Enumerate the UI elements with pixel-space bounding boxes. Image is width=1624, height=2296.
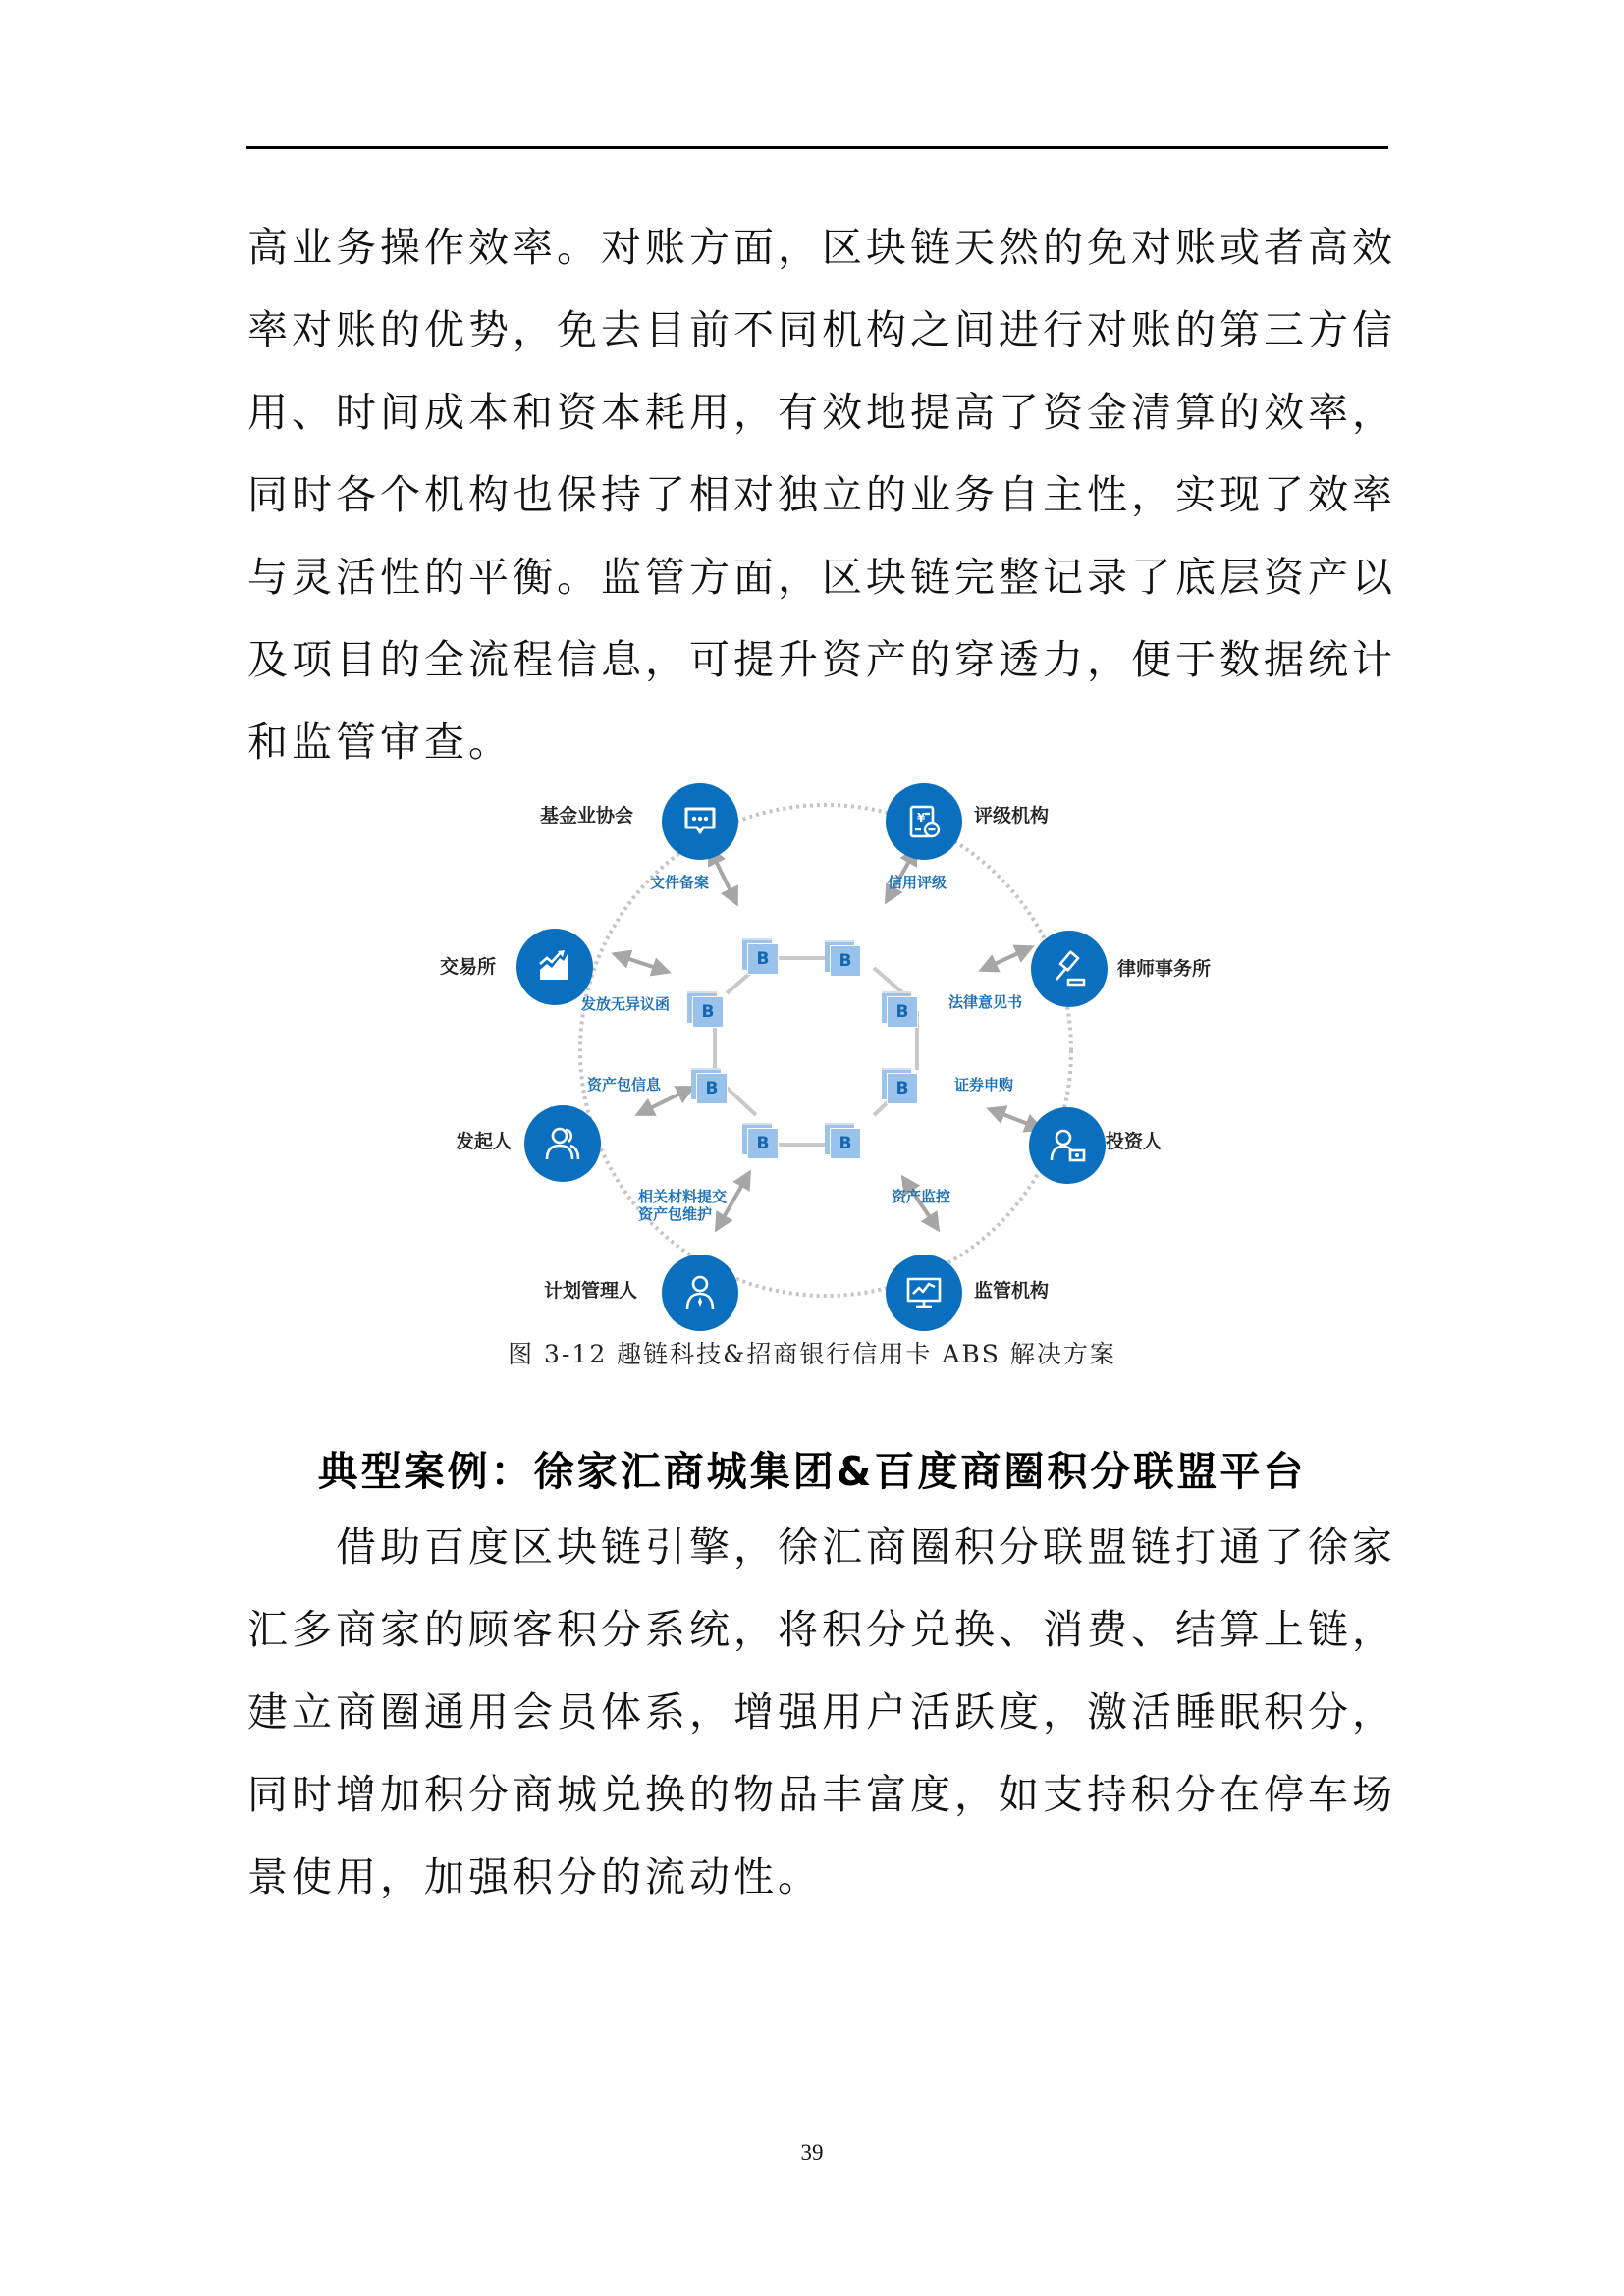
manager-person-icon bbox=[680, 1272, 720, 1313]
node-label: 监管机构 bbox=[974, 1280, 1050, 1302]
text-line: 建立商圈通用会员体系，增强用户活跃度，激活睡眠积分， bbox=[247, 1688, 1396, 1735]
node-investor bbox=[1029, 1107, 1106, 1184]
node-rating-agency bbox=[886, 783, 962, 860]
edge-label-line: 资产包维护 bbox=[638, 1205, 713, 1223]
diagram-connectors bbox=[412, 775, 1237, 1325]
page-number: 39 bbox=[800, 2140, 824, 2164]
edge-label-materials-submission bbox=[638, 1188, 727, 1223]
text-line: 与灵活性的平衡。监管方面，区块链完整记录了底层资产以 bbox=[247, 554, 1396, 601]
node-label: 律师事务所 bbox=[1117, 958, 1212, 980]
node-law-firm bbox=[1031, 931, 1108, 1007]
text-line: 同时各个机构也保持了相对独立的业务自主性，实现了效率 bbox=[247, 471, 1396, 518]
rating-document-icon bbox=[904, 802, 944, 841]
blockchain-block: B bbox=[825, 940, 858, 974]
figure-caption: 图 3-12 趣链科技&招商银行信用卡 ABS 解决方案 bbox=[508, 1340, 1116, 1368]
blockchain-block: B bbox=[742, 938, 776, 972]
blockchain-block: B bbox=[882, 991, 915, 1025]
edge-label-legal-opinion: 法律意见书 bbox=[948, 993, 1023, 1011]
node-plan-manager bbox=[662, 1255, 738, 1331]
blockchain-block: B bbox=[691, 1068, 725, 1101]
edge-label-credit-rating: 信用评级 bbox=[888, 874, 947, 891]
text-line: 同时增加积分商城兑换的物品丰富度，如支持积分在停车场 bbox=[247, 1771, 1396, 1818]
node-label: 发起人 bbox=[456, 1131, 513, 1152]
trend-chart-icon bbox=[534, 946, 575, 988]
edge-label-filing: 文件备案 bbox=[650, 874, 710, 891]
gavel-icon bbox=[1049, 948, 1090, 989]
node-label: 基金业协会 bbox=[540, 805, 634, 827]
group-people-icon bbox=[542, 1123, 583, 1164]
text-line: 高业务操作效率。对账方面，区块链天然的免对账或者高效 bbox=[247, 224, 1396, 271]
edge-label-asset-package-info: 资产包信息 bbox=[587, 1076, 662, 1094]
node-label: 投资人 bbox=[1106, 1131, 1163, 1152]
investor-money-icon bbox=[1047, 1125, 1088, 1166]
section-heading: 典型案例：徐家汇商城集团&百度商圈积分联盟平台 bbox=[317, 1448, 1307, 1495]
chat-bubble-icon bbox=[680, 802, 720, 841]
edge-label-asset-monitoring: 资产监控 bbox=[892, 1188, 951, 1205]
edge-label-no-objection-letter: 发放无异议函 bbox=[581, 995, 671, 1013]
node-regulator bbox=[886, 1255, 962, 1331]
header-rule bbox=[246, 146, 1388, 149]
node-exchange bbox=[516, 929, 593, 1005]
svg-text:¥: ¥ bbox=[917, 811, 926, 825]
text-line: 用、时间成本和资本耗用，有效地提高了资金清算的效率， bbox=[247, 389, 1396, 436]
text-line: 汇多商家的顾客积分系统，将积分兑换、消费、结算上链， bbox=[247, 1606, 1396, 1653]
blockchain-block: B bbox=[687, 991, 721, 1025]
text-line: 和监管审查。 bbox=[247, 719, 513, 766]
abs-solution-diagram bbox=[412, 775, 1237, 1325]
text-line: 借助百度区块链引擎，徐汇商圈积分联盟链打通了徐家 bbox=[247, 1523, 1396, 1571]
node-label: 交易所 bbox=[440, 956, 497, 978]
monitor-chart-icon bbox=[903, 1272, 945, 1313]
blockchain-block: B bbox=[825, 1123, 858, 1156]
blockchain-block: B bbox=[742, 1123, 776, 1156]
text-line: 及项目的全流程信息，可提升资产的穿透力，便于数据统计 bbox=[247, 636, 1396, 683]
node-label: 评级机构 bbox=[974, 805, 1050, 827]
text-line: 景使用，加强积分的流动性。 bbox=[247, 1853, 822, 1900]
node-label: 计划管理人 bbox=[544, 1280, 638, 1302]
node-originator bbox=[524, 1105, 601, 1182]
body-paragraph-case-study bbox=[247, 1506, 1396, 1918]
node-fund-association bbox=[662, 783, 738, 860]
blockchain-block: B bbox=[882, 1068, 915, 1101]
text-line: 率对账的优势，免去目前不同机构之间进行对账的第三方信 bbox=[247, 306, 1396, 353]
edge-label-line: 相关材料提交 bbox=[638, 1188, 728, 1205]
edge-label-subscription: 证券申购 bbox=[954, 1076, 1014, 1094]
body-paragraph-reconciliation bbox=[247, 206, 1396, 783]
